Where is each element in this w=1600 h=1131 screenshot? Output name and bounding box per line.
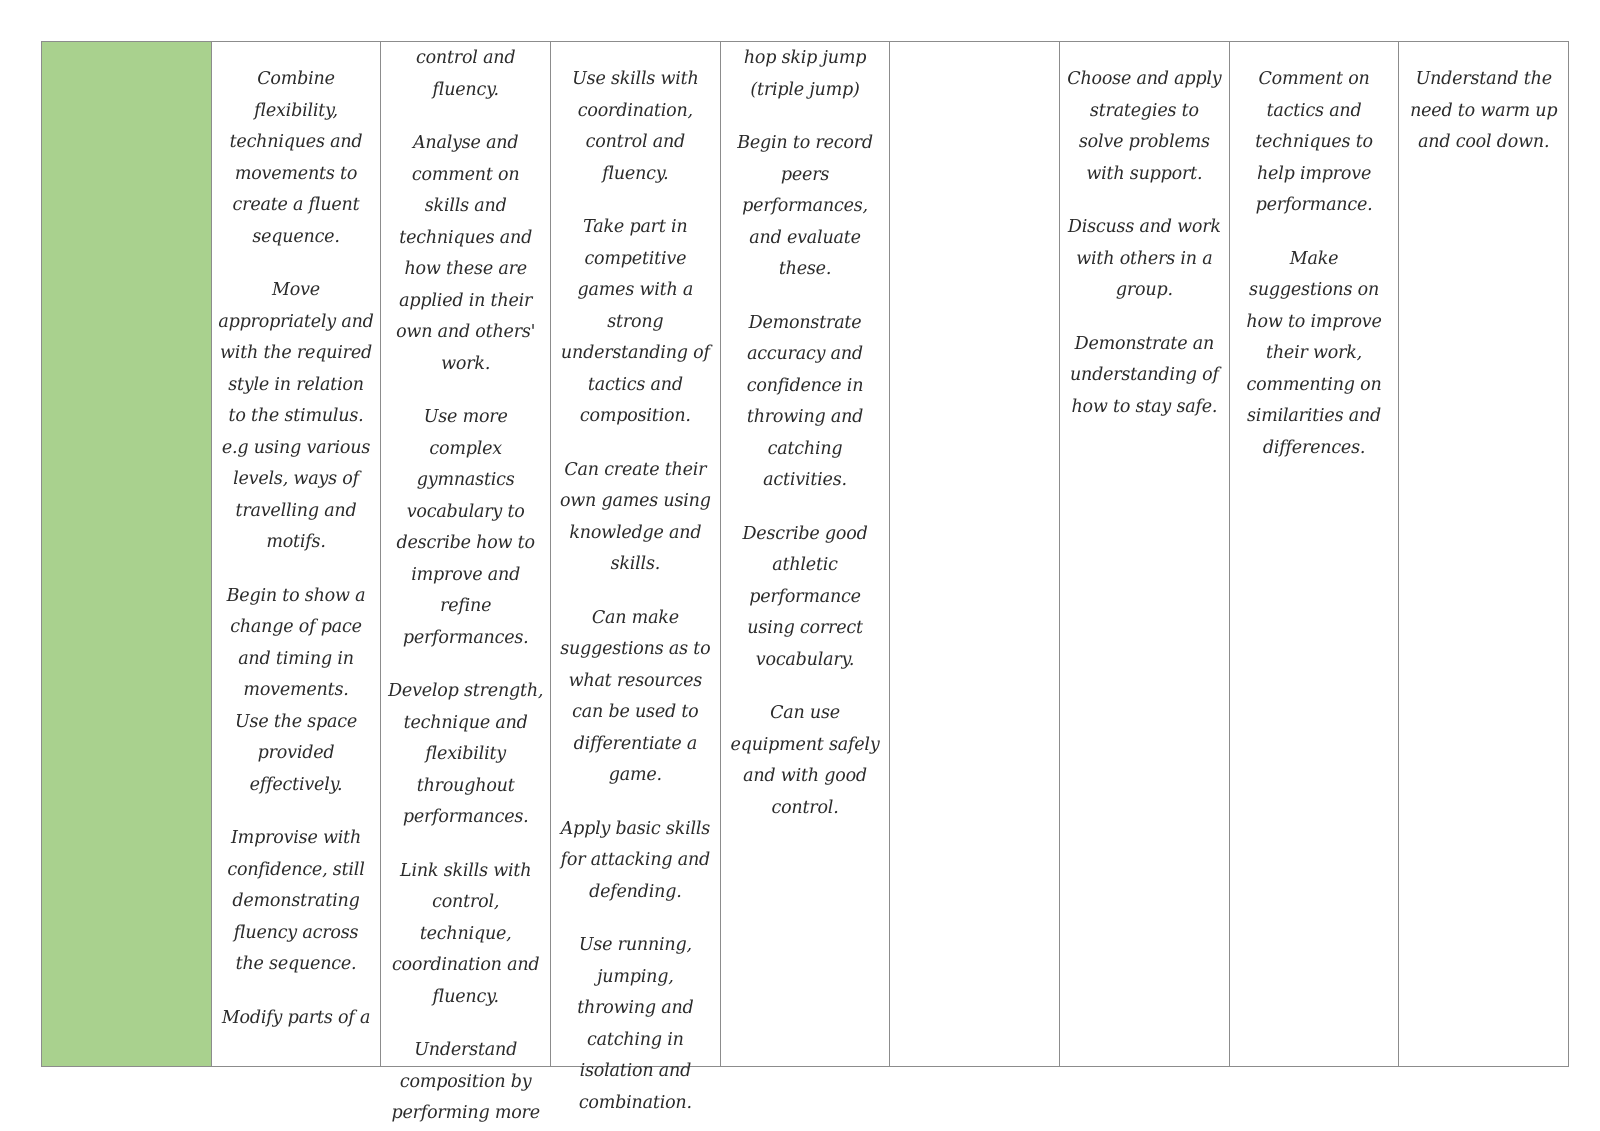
column-athletics <box>721 42 891 1066</box>
cell-text: Can make suggestions as to what resources can be used to differentiate a game. <box>560 607 711 785</box>
cell-text: Use running, jumping, throwing and catching in isolation and combination. <box>577 935 694 1113</box>
cell-text: Choose and apply strategies to solve problems with support. <box>1067 69 1222 184</box>
cell-text: Analyse and comment on skills and techniques and how these are applied in their own and others' work. <box>396 133 536 374</box>
cell-text: Make suggestions on how to improve their work, commenting on similarities and differences. <box>1246 248 1382 458</box>
cell-text: Take part in competitive games with a strong understanding of tactics and composition. <box>560 217 710 426</box>
cell-text: hop skip jump (triple jump) <box>743 48 867 100</box>
cell-text: Begin to show a change of pace and timing in movements. <box>226 585 366 700</box>
column-evaluate <box>1230 42 1400 1066</box>
label-column <box>42 42 212 1066</box>
cell-text: Use skills with coordination, control and fluency. <box>572 69 699 184</box>
cell-text: Begin to record peers performances, and evaluate these. <box>737 133 873 279</box>
cell-text: Use more complex gymnastics vocabulary to describe how to improve and refine performances. <box>396 407 535 648</box>
column-health <box>1399 42 1568 1066</box>
cell-text: Understand the need to warm up and cool down. <box>1410 69 1558 152</box>
cell-text: Improvise with confidence, still demonstrating fluency across the sequence. <box>227 828 365 974</box>
cell-text: Modify parts of a <box>221 1007 371 1028</box>
column-outdoor <box>1060 42 1230 1066</box>
cell-text: Combine flexibility, techniques and movements to create a fluent sequence. <box>229 69 363 247</box>
cell-text: Develop strength, technique and flexibility throughout performances. <box>388 681 544 827</box>
cell-text: Demonstrate accuracy and confidence in throwing and catching activities. <box>746 312 864 490</box>
column-games <box>551 42 721 1113</box>
cell-text: Link skills with control, technique, coordination and fluency. <box>391 860 540 1007</box>
cell-text: control and fluency. <box>415 48 516 100</box>
cell-text: Apply basic skills for attacking and defending. <box>560 818 711 902</box>
cell-text: Understand composition by performing more <box>391 1040 540 1123</box>
column-gymnastics <box>381 42 551 1123</box>
column-dance <box>212 42 382 1066</box>
cell-text: Can create their own games using knowledge and skills. <box>559 459 711 574</box>
curriculum-table <box>41 41 1569 1123</box>
cell-text: Comment on tactics and techniques to help improve performance. <box>1255 69 1373 215</box>
cell-text: Discuss and work with others in a group. <box>1067 217 1221 300</box>
cell-text: Demonstrate an understanding of how to stay safe. <box>1069 333 1219 417</box>
cell-text: Move appropriately and with the required style in relation to the stimulus. e.g using various levels, ways of travelling and motifs. <box>218 280 374 552</box>
cell-text: Can use equipment safely and with good control. <box>730 703 880 818</box>
cell-text: Use the space provided effectively. <box>234 711 358 795</box>
column-empty <box>890 42 1060 1066</box>
cell-text: Describe good athletic performance using correct vocabulary. <box>742 523 868 670</box>
